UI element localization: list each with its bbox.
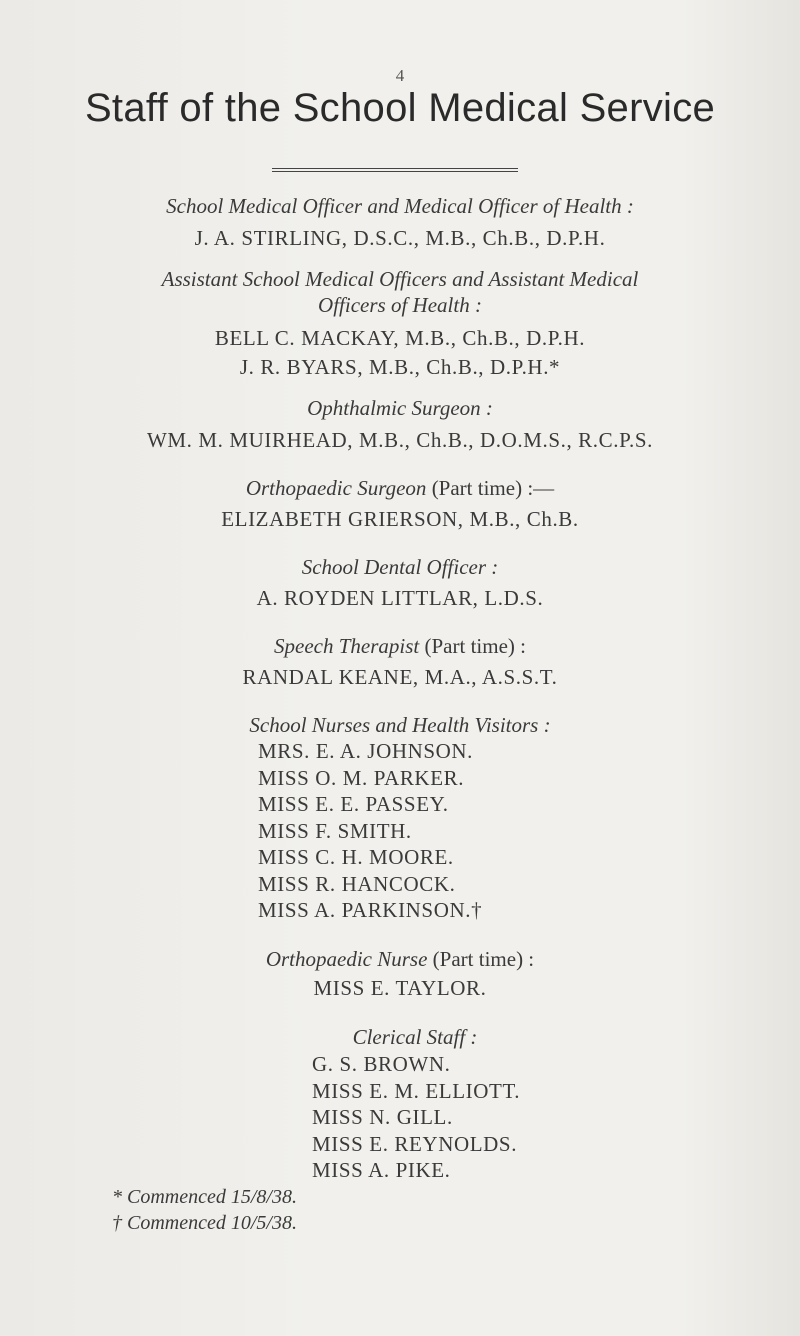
page-number: 4 <box>395 66 405 85</box>
orthopaedic-nurse-heading <box>0 947 800 972</box>
assistant-name: J. R. BYARS, M.B., Ch.B., D.P.H.* <box>239 355 561 379</box>
clerical-list <box>312 1051 520 1184</box>
list-item: G. S. BROWN. <box>312 1052 451 1076</box>
title-rule <box>272 168 518 169</box>
dental-heading: School Dental Officer : <box>301 555 499 579</box>
assistant-heading-line1: Assistant School Medical Officers and Assistant Medical <box>161 267 639 291</box>
ophthalmic-name: WM. M. MUIRHEAD, M.B., Ch.B., D.O.M.S., R.C.P.S. <box>146 428 654 452</box>
list-item: MISS A. PIKE. <box>312 1158 451 1182</box>
orthopaedic-surgeon-heading <box>0 476 800 501</box>
speech-heading-italic: Speech Therapist <box>274 634 420 658</box>
list-item: MISS O. M. PARKER. <box>258 765 465 790</box>
orthopaedic-surgeon-heading-rest: (Part time) :— <box>426 476 555 500</box>
assistant-heading-line2: Officers of Health : <box>318 293 482 317</box>
clerical-heading: Clerical Staff : <box>352 1025 478 1049</box>
smo-name: J. A. STIRLING, D.S.C., M.B., Ch.B., D.P.H. <box>194 226 606 250</box>
list-item: MISS C. H. MOORE. <box>258 845 454 869</box>
speech-name: RANDAL KEANE, M.A., A.S.S.T. <box>242 665 558 689</box>
ophthalmic-heading: Ophthalmic Surgeon : <box>307 396 493 420</box>
list-item: MISS E. E. PASSEY. <box>258 792 449 816</box>
orthopaedic-surgeon-heading-italic: Orthopaedic Surgeon <box>245 476 427 500</box>
speech-heading <box>0 634 800 659</box>
nurses-heading: School Nurses and Health Visitors : <box>249 713 551 737</box>
orthopaedic-nurse-heading-italic: Orthopaedic Nurse <box>265 947 428 971</box>
list-item: MISS R. HANCOCK. <box>258 871 456 896</box>
orthopaedic-nurse-name: MISS E. TAYLOR. <box>313 976 487 1000</box>
list-item: MISS F. SMITH. <box>258 818 412 843</box>
page-title: Staff of the School Medical Service <box>84 86 716 130</box>
list-item: MISS N. GILL. <box>312 1105 453 1129</box>
list-item: MISS E. M. ELLIOTT. <box>312 1078 521 1103</box>
nurses-list <box>258 738 482 924</box>
orthopaedic-nurse-heading-rest: (Part time) : <box>427 947 535 971</box>
dental-name: A. ROYDEN LITTLAR, L.D.S. <box>256 586 544 610</box>
list-item: MISS E. REYNOLDS. <box>312 1131 518 1156</box>
title-rule <box>272 171 518 172</box>
list-item: MISS A. PARKINSON.† <box>258 898 483 922</box>
speech-heading-rest: (Part time) : <box>419 634 526 658</box>
list-item: MRS. E. A. JOHNSON. <box>258 739 474 763</box>
orthopaedic-surgeon-name: ELIZABETH GRIERSON, M.B., Ch.B. <box>221 507 579 531</box>
footnote: † Commenced 10/5/38. <box>112 1212 297 1234</box>
assistant-name: BELL C. MACKAY, M.B., Ch.B., D.P.H. <box>214 326 586 350</box>
smo-heading: School Medical Officer and Medical Officer of Health : <box>166 194 634 218</box>
footnote: * Commenced 15/8/38. <box>112 1186 297 1208</box>
